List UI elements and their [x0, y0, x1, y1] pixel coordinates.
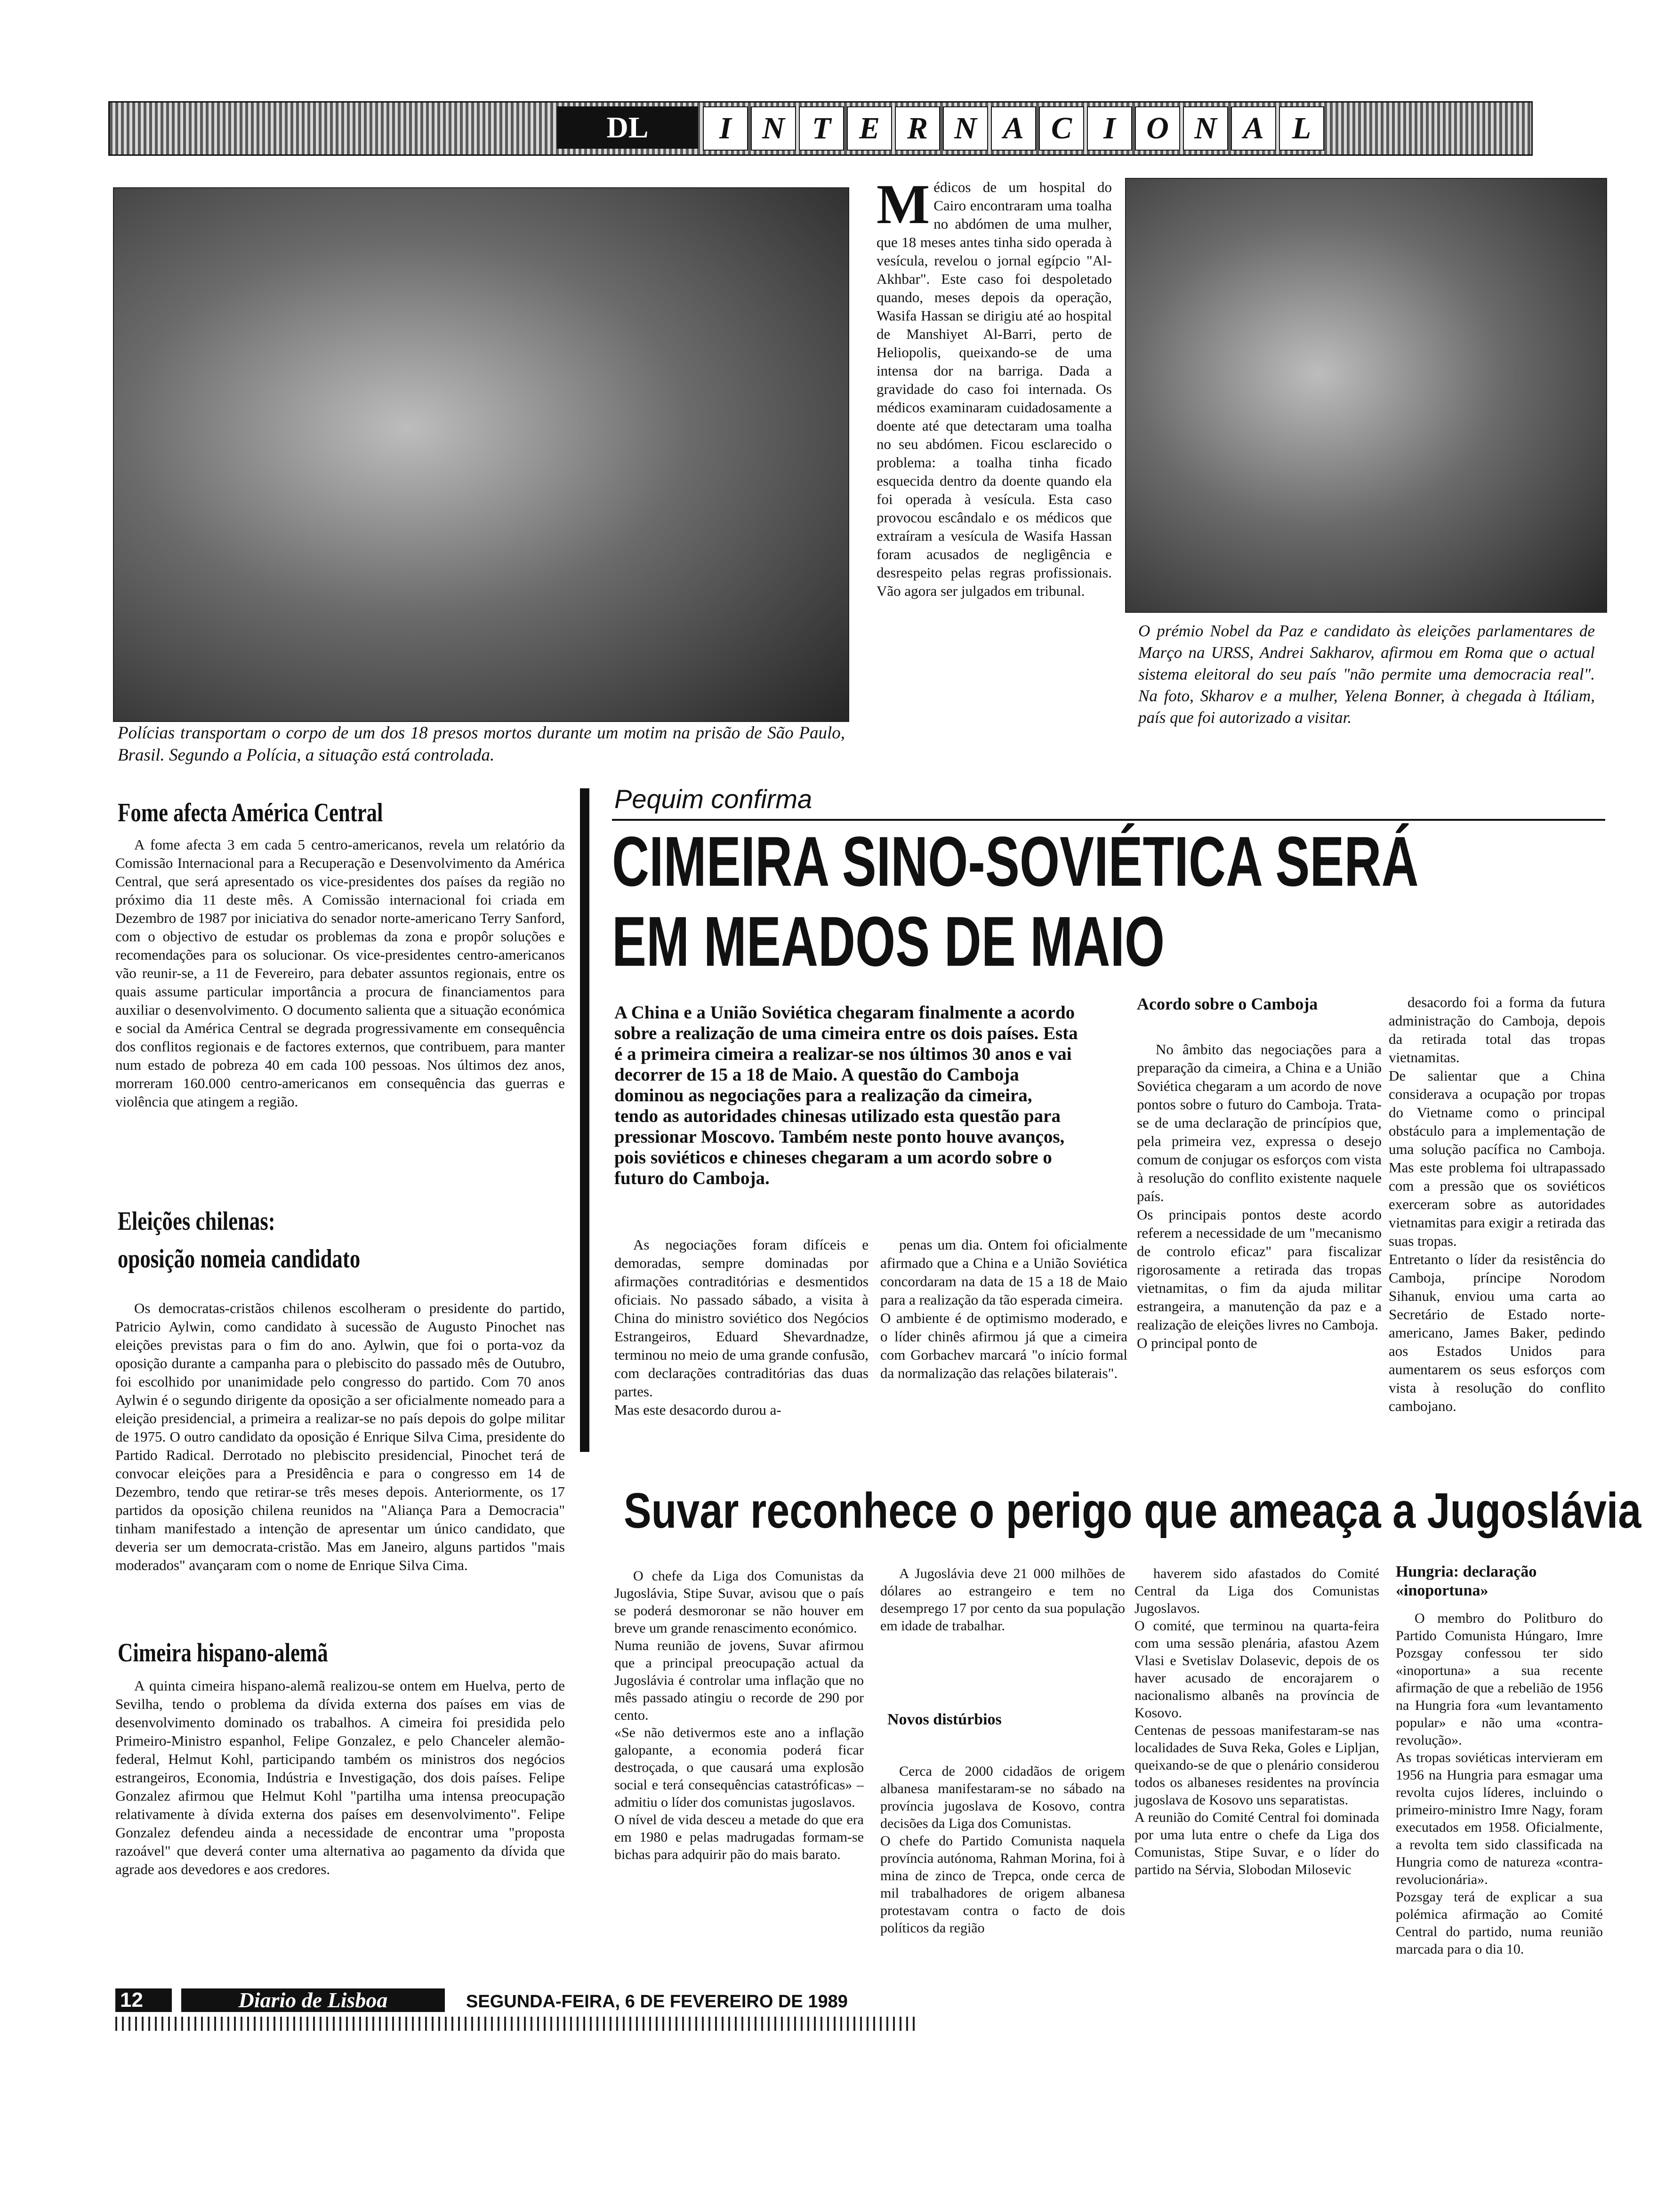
hungria-text: O membro do Politburo do Partido Comunista Húngaro, Imre Pozsgay confessou ter sido «inoportuna» a sua recente afirmação de que a rebelião de 1956 na Hungria fora «um levantamento popular» e não uma «contra-revolução». As tropas soviéticas intervieram em 1956 na Hungria para esmagar uma revolta cujos líderes, incluindo o primeiro-ministro Imre Nagy, foram executados em 1958. Oficialmente, a revolta tem sido classificada na Hungria como de natureza «contra-revolucionária». Pozsgay terá de explicar a sua polémica afirmação ao Comité Central do partido, numa reunião marcada para o dia 10.	[1396, 1611, 1603, 1957]
cimeira-headline-line1: CIMEIRA SINO-SOVIÉTICA SERÁ	[612, 822, 1419, 901]
section-letter: L	[1279, 106, 1324, 151]
column-rule	[580, 788, 589, 1452]
cimeira-kicker: Pequim confirma	[614, 784, 812, 814]
newspaper-logo: DL	[557, 106, 698, 149]
section-banner	[108, 101, 1533, 156]
chile-title-line1: Eleições chilenas:	[118, 1207, 275, 1236]
section-letter: I	[703, 106, 748, 151]
hispano-text: A quinta cimeira hispano-alemã realizou-se ontem em Huelva, perto de Sevilha, tendo o problema da dívida externa dos países em vias de desenvolvimento dominado os trabalhos. A cimeira foi presidida pelo Primeiro-Ministro espanhol, Felipe Gonzalez, e pelo Chanceler alemão-federal, Helmut Kohl, participando também os ministros dos negócios estrangeiros, Economia, Indústria e Investigação, dos dois países. Felipe Gonzalez afirmou que Helmut Kohl "partilha uma intensa preocupação relativamente à dívida externa dos países em desenvolvimento". Felipe Gonzalez defendeu ainda a necessidade de encontrar uma "proposta razoável" que deverá conter uma alternativa ao pagamento da dívida que agrade aos devedores e aos credores.	[115, 1677, 565, 1877]
cairo-story	[877, 173, 1112, 600]
section-letter: T	[799, 106, 844, 151]
cairo-story-text: édicos de um hospital do Cairo encontraram uma toalha no abdómen de uma mulher, que 18 meses antes tinha sido operada à vesícula, revelou o jornal egípcio "Al-Akhbar". Este caso foi despoletado quando, meses depois da operação, Wasifa Hassan se dirigiu até ao hospital de Manshiyet Al-Barri, perto de Heliopolis, queixando-se de uma intensa dor na barriga. Dada a gravidade do caso foi internada. Os médicos examinaram cuidadosamente a doente até que detectaram uma toalha no seu abdómen. Ficou esclarecido o problema: a toalha tinha ficado esquecida dentro da doente quando ela foi operada à vesícula. Esta caso provocou escândalo e os médicos que extraíram a vesícula de Wasifa Hassan foram acusados de negligência e desrespeito pelas regras profissionais. Vão agora ser julgados em tribunal.	[877, 179, 1112, 599]
suvar-col3: haverem sido afastados do Comité Central da Liga dos Comunistas Jugoslavos. O comité, que terminou na quarta-feira com uma sessão plenária, afastou Azem Vlasi e Svetislav Dolasevic, depois de os haver acusado de encorajarem o nacionalismo albanês na província de Kosovo. Centenas de pessoas manifestaram-se nas localidades de Suva Reka, Goles e Lipljan, queixando-se de que o plenário considerou todos os albaneses residentes na província jugoslava de Kosovo uns separatistas. A reunião do Comité Central foi dominada por uma luta entre o chefe da Liga dos Comunistas, Stipe Suvar, e o líder do partido na Sérvia, Slobodan Milosevic	[1134, 1566, 1379, 1877]
drop-cap: M	[877, 173, 930, 235]
section-title	[703, 106, 1327, 149]
cimeira-col3: No âmbito das negociações para a preparação da cimeira, a China e a União Soviética chegaram a um acordo de nove pontos sobre o futuro do Camboja. Trata-se de uma declaração de princípios que, pela primeira vez, expressa o desejo comum de conjugar os esforços com vista à resolução do conflito existente naquele país. Os principais pontos deste acordo referem a necessidade de um "mecanismo de controlo eficaz" para fiscalizar rigorosamente a retirada das tropas vietnamitas, o fim da ajuda militar estrangeira, a manutenção da paz e a realização de eleições livres no Camboja. O principal ponto de	[1137, 1041, 1382, 1351]
chile-title-line2: oposição nomeia candidato	[118, 1244, 361, 1274]
section-letter: A	[991, 106, 1036, 151]
section-letter: E	[847, 106, 892, 151]
hispano-title: Cimeira hispano-alemã	[118, 1638, 328, 1667]
sakharov-photo-caption: O prémio Nobel da Paz e candidato às eleições parlamentares de Março na URSS, Andrei Sakharov, afirmou em Roma que o actual sistema eleitoral do seu país "não permite uma democracia real". Na foto, Skharov e a mulher, Yelena Bonner, à chegada à Itáliam, país que foi autorizado a visitar.	[1138, 622, 1595, 727]
section-letter: I	[1087, 106, 1132, 151]
section-letter: C	[1039, 106, 1084, 151]
prison-photo	[113, 187, 849, 722]
fome-text: A fome afecta 3 em cada 5 centro-americanos, revela um relatório da Comissão Internacional para a Recuperação e Desenvolvimento da América Central, que será apresentado os vice-presidentes dos países da região no próximo dia 11 deste mês. A Comissão internacional foi criada em Dezembro de 1987 por iniciativa do senador norte-americano Terry Sanford, com o objectivo de estudar os problemas da zona e propôr soluções e recomendações para os solucionar. Os vice-presidentes centro-americanos vão reunir-se, a 11 de Fevereiro, para debater assuntos regionais, entre os quais assume particular importância a procura de financiamentos para auxiliar o desenvolvimento. O documento salienta que a situação económica e social da América Central se degrada progressivamente em consequência dos conflitos regionais e de factores externos, que contribuem, para manter num estado de pobreza 40 em cada 100 pessoas. Nos últimos dez anos, morreram 160.000 centro-americanos em consequência das guerras e violência que atingem a região.	[115, 836, 565, 1110]
section-letter: N	[1183, 106, 1228, 151]
page-number: 12	[115, 1988, 172, 2012]
cimeira-col2: penas um dia. Ontem foi oficialmente afirmado que a China e a União Soviética concordaram na data de 15 a 18 de Maio para a realização da tão esperada cimeira. O ambiente é de optimismo moderado, e o líder chinês afirmou já que a cimeira com Gorbachev marcará "o início formal da normalização das relações bilaterais".	[880, 1236, 1127, 1381]
kicker-underline	[612, 819, 1605, 821]
cimeira-lead: A China e a União Soviética chegaram finalmente a acordo sobre a realização de uma cimeira entre os dois países. Esta é a primeira cimeira a realizar-se nos últimos 30 anos e vai decorrer de 15 a 18 de Maio. A questão do Camboja dominou as negociações para a realização da cimeira, tendo as autoridades chinesas utilizado esta questão para pressionar Moscovo. Também neste ponto houve avanços, pois soviéticos e chineses chegaram a um acordo sobre o futuro do Camboja.	[614, 1002, 1078, 1188]
prison-photo-caption: Polícias transportam o corpo de um dos 18 presos mortos durante um motim na prisão de São Paulo, Brasil. Segundo a Polícia, a situação está controlada.	[118, 723, 845, 765]
cimeira-subhead: Acordo sobre o Camboja	[1137, 994, 1318, 1013]
footer-date: SEGUNDA-FEIRA, 6 DE FEVEREIRO DE 1989	[466, 1992, 848, 2012]
cimeira-col4: desacordo foi a forma da futura administração do Camboja, depois da retirada total das tropas vietnamitas. De salientar que a China considerava a ocupação por tropas do Vietname como o principal obstáculo para a implementação de uma solução pacífica no Camboja. Mas este problema foi ultrapassado com a pressão que os soviéticos exerceram sobre as autoridades vietnamitas para exigir a retirada das suas tropas. Entretanto o líder da resistência do Camboja, príncipe Norodom Sihanuk, enviou uma carta ao Secretário de Estado norte-americano, James Baker, pedindo aos Estados Unidos para aumentarem os seus esforços com vista à resolução do conflito cambojano.	[1389, 994, 1605, 1414]
suvar-col1: O chefe da Liga dos Comunistas da Jugoslávia, Stipe Suvar, avisou que o país se poderá desmoronar se não houver em breve um grande renascimento económico. Numa reunião de jovens, Suvar afirmou que a principal preocupação actual da Jugoslávia é controlar uma inflação que no mês passado atingiu o recorde de 290 por cento. «Se não detivermos este ano a inflação galopante, a economia poderá ficar destroçada, o que causará uma explosão social e terá consequências catastróficas» – admitiu o líder dos comunistas jugoslavos. O nível de vida desceu a metade do que era em 1980 e pelas madrugadas formam-se bichas para adquirir pão do mais barato.	[614, 1568, 864, 1862]
section-letter: N	[751, 106, 796, 151]
chile-title	[118, 1202, 360, 1278]
suvar-col2b: Cerca de 2000 cidadãos de origem albanesa manifestaram-se no sábado na província jugoslava de Kosovo, contra decisões da Liga dos Comunistas. O chefe do Partido Comunista naquela província autónoma, Rahman Morina, foi à mina de zinco de Trepca, onde cerca de mil trabalhadores de origem albanesa protestavam contra o facto de dois políticos da região	[880, 1763, 1125, 1936]
cimeira-col1: As negociações foram difíceis e demoradas, sempre dominadas por afirmações contraditórias e desmentidos oficiais. No passado sábado, a visita à China do ministro soviético dos Negócios Estrangeiros, Eduard Shevardnadze, terminou no meio de uma grande confusão, com declarações contraditórias das duas partes. Mas este desacordo durou a-	[614, 1236, 869, 1418]
footer-masthead: Diario de Lisboa	[181, 1988, 445, 2012]
suvar-col2a: A Jugoslávia deve 21 000 milhões de dólares ao estrangeiro e tem no desemprego 17 por cento da sua população em idade de trabalhar.	[880, 1566, 1125, 1634]
section-letter: A	[1231, 106, 1276, 151]
cimeira-headline-line2: EM MEADOS DE MAIO	[612, 902, 1165, 981]
suvar-subhead: Novos distúrbios	[887, 1711, 1002, 1728]
suvar-headline: Suvar reconhece o perigo que ameaça a Jugoslávia	[624, 1483, 1641, 1539]
section-letter: O	[1135, 106, 1180, 151]
hungria-title: Hungria: declaração «inoportuna»	[1396, 1563, 1537, 1599]
fome-title: Fome afecta América Central	[118, 798, 383, 827]
chile-text: Os democratas-cristãos chilenos escolheram o presidente do partido, Patricio Aylwin, como candidato à sucessão de Augusto Pinochet nas eleições previstas para o fim do ano. Aylwin, que foi o porta-voz da oposição durante a campanha para o plebiscito do passado mês de Outubro, foi escolhido por unanimidade pelo congresso do partido. Com 70 anos Aylwin é o segundo dirigente da oposição a ser oficialmente nomeado para a eleição presidencial, a primeira a realizar-se no país depois do golpe militar de 1975. O outro candidato da oposição é Enrique Silva Cima, presidente do Partido Radical. Derrotado no plebiscito presidencial, Pinochet terá de convocar eleições para a Presidência e para o congresso em 14 de Dezembro, tendo que retirar-se três meses depois. Anteriormente, os 17 partidos da oposição chilena reunidos na "Aliança Para a Democracia" tinham manifestado a intenção de apresentar um único candidato, que deveria ser um democrata-cristão. Mas em Janeiro, alguns partidos "mais moderados" avançaram com o nome de Enrique Silva Cima.	[115, 1300, 565, 1573]
footer-rule	[115, 2017, 916, 2031]
section-letter: R	[895, 106, 940, 151]
sakharov-photo	[1125, 178, 1607, 613]
section-letter: N	[943, 106, 988, 151]
